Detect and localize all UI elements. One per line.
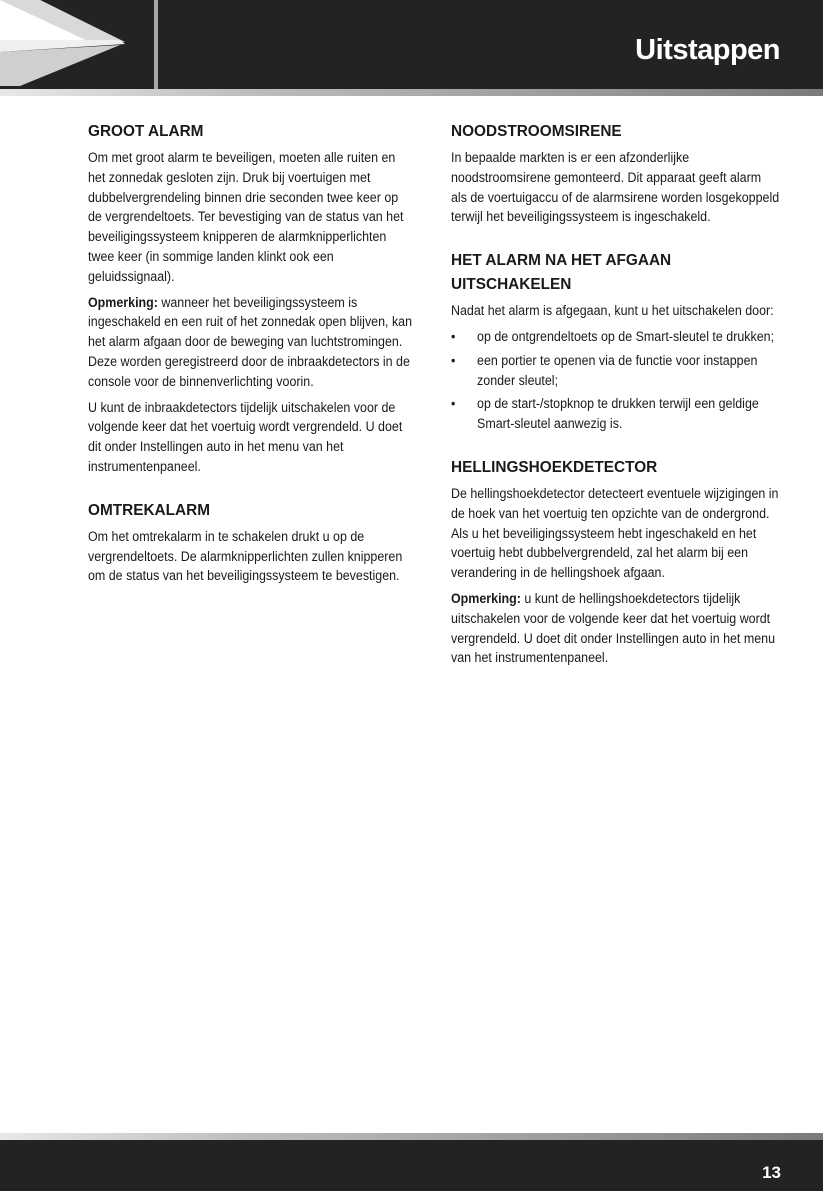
paragraph: Nadat het alarm is afgegaan, kunt u het uitschakelen door: [451,303,774,319]
section-omtrekalarm [88,499,415,586]
note-text: u kunt de hellingshoekdetectors tijdelijk uitschakelen voor de volgende keer dat het voertuig wordt vergrendeld. U doet dit onder Instellingen auto in het menu van het instrumentenpaneel. [451,590,776,666]
bullet-icon: • [451,352,456,368]
list-item-text: op de ontgrendeltoets op de Smart-sleutel te drukken; [477,328,775,344]
list-item [451,351,779,391]
note-paragraph [451,589,779,668]
note-label: Opmerking: [88,294,158,310]
note-text: wanneer het beveiligingssysteem is ingeschakeld en een ruit of het zonnedak open blijven, kan het alarm afgaan door de beweging van luchtstromingen. Deze worden geregistreerd door de inbraakdetectors in de console voor de binnenverlichting voorin. [88,294,413,389]
paragraph: U kunt de inbraakdetectors tijdelijk uitschakelen voor de volgende keer dat het voertuig wordt vergrendeld. U doet dit onder Instellingen auto in het menu van het instrumentenpaneel. [88,399,403,474]
section-noodstroomsirene [451,120,781,227]
bullet-list [451,327,781,434]
section-heading: HET ALARM NA HET AFGAAN UITSCHAKELEN [451,252,672,294]
paragraph: Om met groot alarm te beveiligen, moeten alle ruiten en het zonnedak gesloten zijn. Druk bij voertuigen met dubbelvergrendeling binnen drie seconden twee keer op de vergrendeltoets. Ter bevestiging van de status van het beveiligingssysteem knipperen de alarmknipperlichten twee keer (in sommige landen klinkt ook een geluidssignaal). [88,150,404,284]
note-paragraph [88,293,413,392]
chevron-decoration-icon [0,0,160,92]
footer-divider [0,1133,823,1140]
paragraph: In bepaalde markten is er een afzonderlijke noodstroomsirene gemonteerd. Dit apparaat geeft alarm als de voertuigaccu of de alarmsirene worden losgekoppeld terwijl het beveiligingssysteem is ingeschakeld. [451,150,780,225]
bullet-icon: • [451,328,456,344]
page-title: Uitstappen [635,34,780,66]
right-column [451,120,781,690]
list-item [451,327,779,347]
section-heading: NOODSTROOMSIRENE [451,123,622,140]
section-groot-alarm [88,120,415,477]
page-number: 13 [762,1163,781,1182]
header-divider [0,89,823,96]
section-hellingshoekdetector [451,456,781,668]
list-item-text: een portier te openen via de functie voor instappen zonder sleutel; [477,352,758,388]
footer-bar [0,1140,823,1191]
list-item [451,394,779,434]
left-column [88,120,415,608]
paragraph: De hellingshoekdetector detecteert eventuele wijzigingen in de hoek van het voertuig ten opzichte van de ondergrond. Als u het beveiligingssysteem hebt ingeschakeld en het voertuig hebt dubbelvergrendeld, zal het alarm bij een verandering in de hellingshoek afgaan. [451,485,779,581]
list-item-text: op de start-/stopknop te drukken terwijl een geldige Smart-sleutel aanwezig is. [477,396,759,432]
section-heading: OMTREKALARM [88,501,211,519]
section-alarm-uitschakelen [451,249,781,434]
section-heading: GROOT ALARM [88,123,204,140]
page-header [0,0,823,92]
section-heading: HELLINGSHOEKDETECTOR [451,458,658,476]
bullet-icon: • [451,396,456,412]
paragraph: Om het omtrekalarm in te schakelen drukt u op de vergrendeltoets. De alarmknipperlichten zullen knipperen om de status van het beveiligingssysteem te bevestigen. [88,528,403,584]
note-label: Opmerking: [451,590,521,606]
page-footer [0,1133,823,1191]
